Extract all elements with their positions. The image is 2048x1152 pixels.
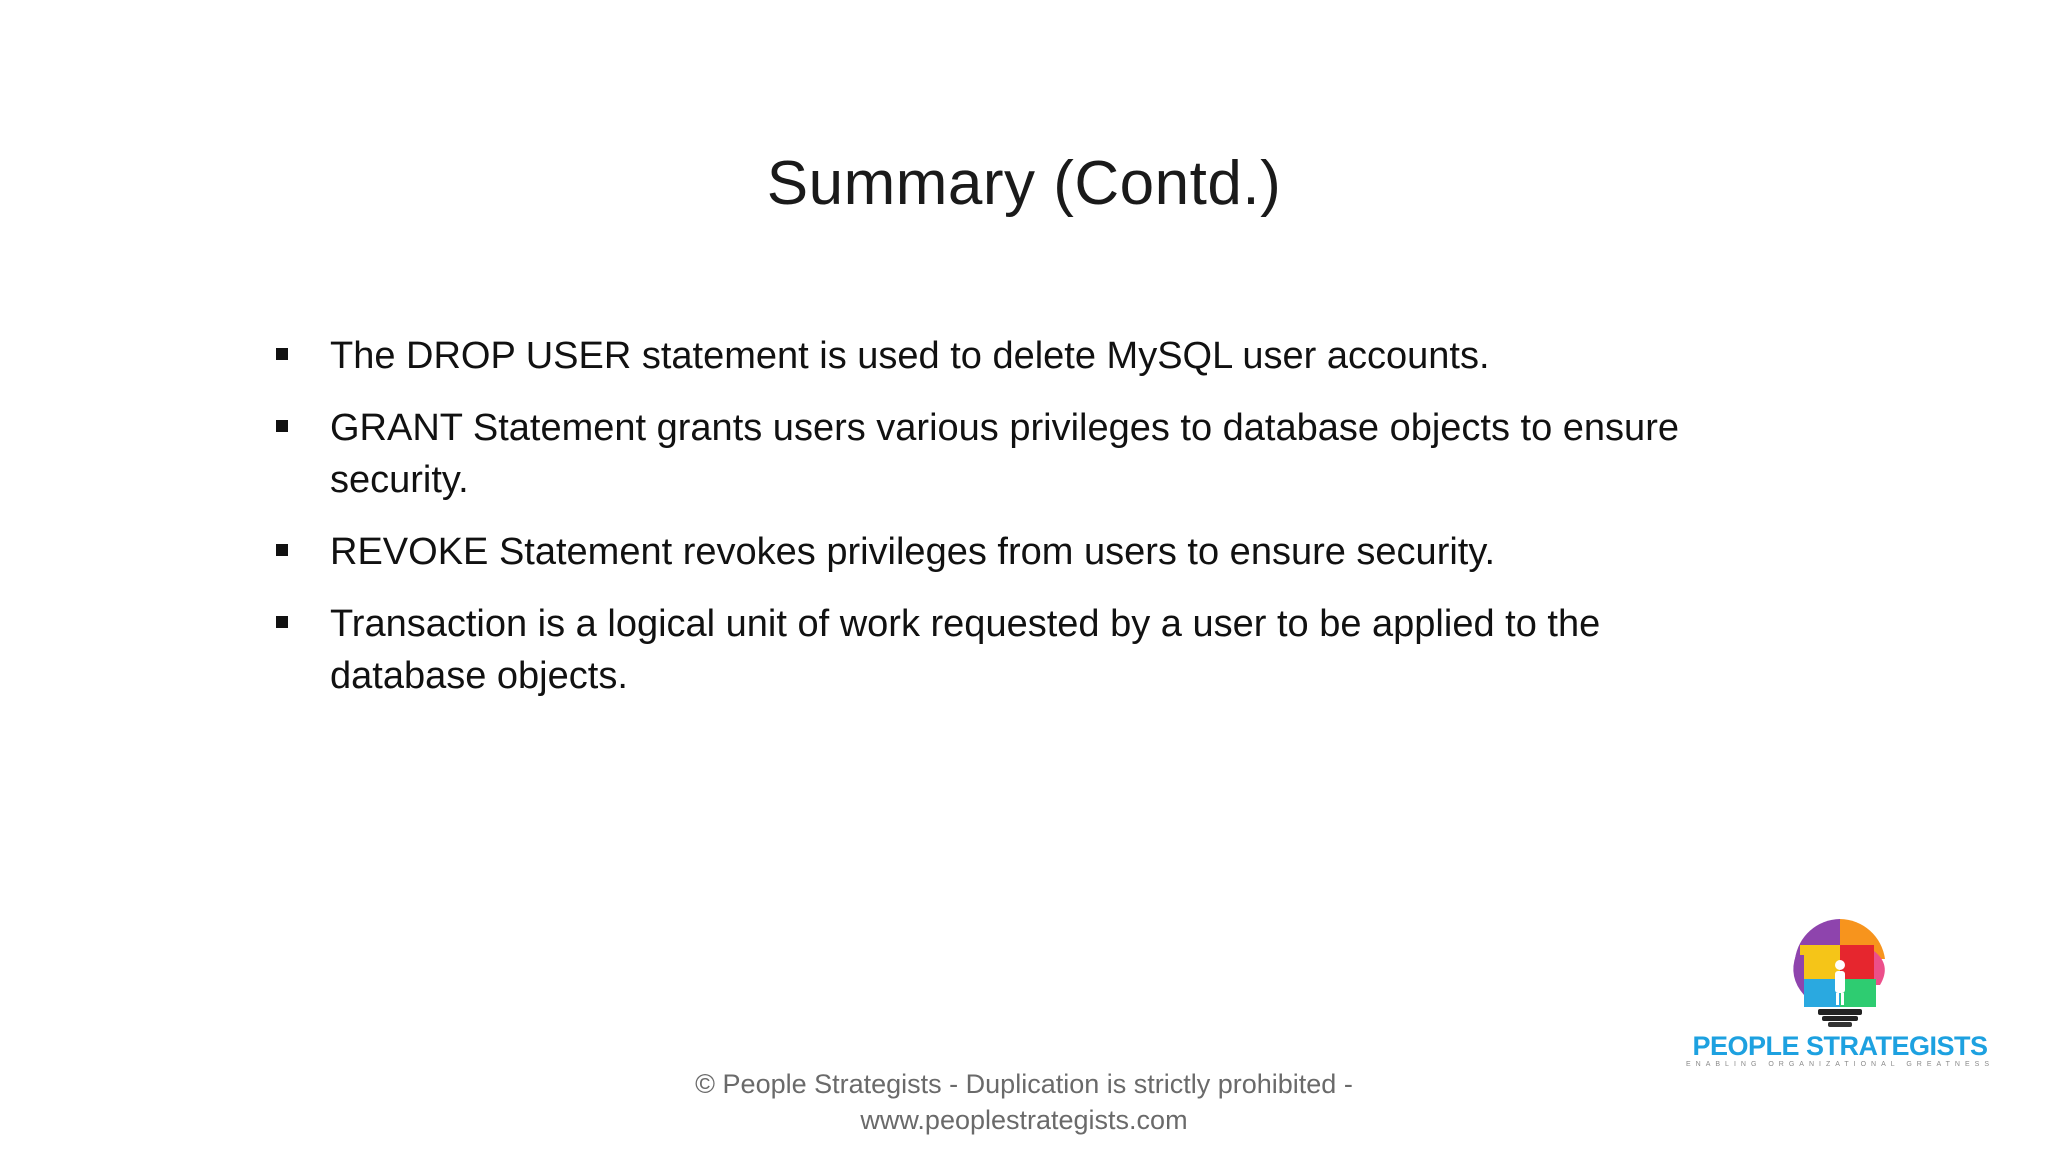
footer-url: www.peoplestrategists.com bbox=[860, 1105, 1188, 1135]
square-bullet-icon bbox=[276, 544, 288, 556]
list-item bbox=[270, 526, 1740, 578]
bullet-list bbox=[270, 330, 1740, 722]
list-item bbox=[270, 330, 1740, 382]
company-logo bbox=[1680, 915, 2000, 1085]
logo-name: PEOPLE STRATEGISTS bbox=[1692, 1031, 1988, 1061]
list-item bbox=[270, 598, 1740, 702]
logo-tagline: ENABLING ORGANIZATIONAL GREATNESS bbox=[1685, 1061, 1994, 1068]
square-bullet-icon bbox=[276, 616, 288, 628]
list-item bbox=[270, 402, 1740, 506]
square-bullet-icon bbox=[276, 420, 288, 432]
lightbulb-puzzle-icon bbox=[1680, 915, 2000, 1035]
bullet-text: Transaction is a logical unit of work requested by a user to be applied to the database objects. bbox=[330, 603, 1601, 697]
bullet-text: GRANT Statement grants users various privileges to database objects to ensure security. bbox=[330, 407, 1679, 501]
square-bullet-icon bbox=[276, 348, 288, 360]
bullet-text: REVOKE Statement revokes privileges from users to ensure security. bbox=[330, 531, 1496, 573]
footer-copyright: © People Strategists - Duplication is strictly prohibited - bbox=[695, 1069, 1353, 1099]
bullet-text: The DROP USER statement is used to delete MySQL user accounts. bbox=[330, 335, 1490, 377]
slide-title: Summary (Contd.) bbox=[766, 149, 1282, 218]
